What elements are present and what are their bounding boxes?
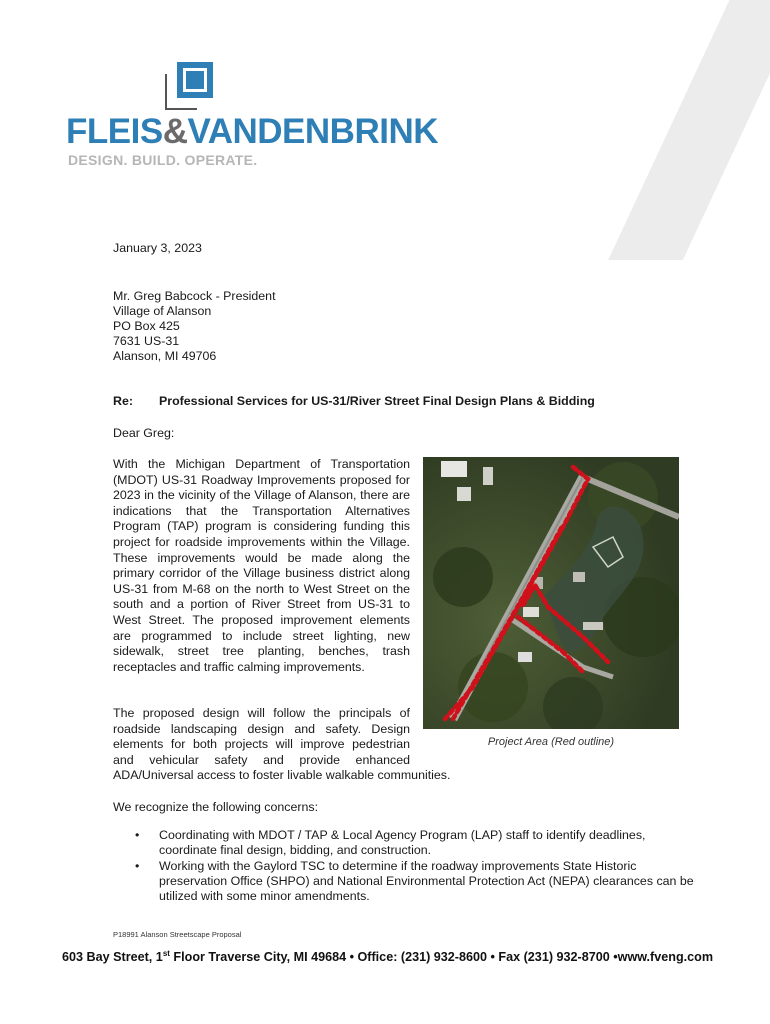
recipient-line: Mr. Greg Babcock - President <box>113 289 276 303</box>
letter-date: January 3, 2023 <box>113 241 202 255</box>
document-reference: P18991 Alanson Streetscape Proposal <box>113 930 242 939</box>
body-paragraph <box>113 706 473 784</box>
paragraph-line: ADA/Universal access to foster livable walkable communities. <box>113 768 451 783</box>
company-logo-icon <box>165 62 215 112</box>
paragraph-line: The proposed design will follow the principals of <box>113 706 410 720</box>
subject-line: Professional Services for US-31/River Street Final Design Plans & Bidding <box>159 394 595 408</box>
bullet-icon: • <box>135 828 140 842</box>
decorative-band <box>580 0 770 260</box>
paragraph-line: and vehicular safety and provide enhanced <box>113 752 410 767</box>
subject-label: Re: <box>113 394 133 408</box>
footer-contact: 603 Bay Street, 1st Floor Traverse City, MI 49684 • Office: (231) 932-8600 • Fax (231) 932-8700 •www.fveng.com <box>62 949 714 965</box>
recipient-line: 7631 US-31 <box>113 334 180 348</box>
greeting: Dear Greg: <box>113 426 175 440</box>
bullet-icon: • <box>135 859 140 873</box>
recipient-line: PO Box 425 <box>113 319 180 333</box>
list-item: • Working with the Gaylord TSC to determine if the roadway improvements State Historic preservation Office (SHPO) and National Environmental Protection Act (NEPA) clearances can be utilized with some minor amendments. <box>135 859 694 903</box>
recipient-line: Village of Alanson <box>113 304 212 318</box>
recipient-line: Alanson, MI 49706 <box>113 349 217 363</box>
map-caption: Project Area (Red outline) <box>487 736 615 748</box>
concerns-list <box>135 828 695 905</box>
body-paragraph: With the Michigan Department of Transportation (MDOT) US-31 Roadway Improvements proposed for 2023 in the vicinity of the Village of Alanson, there are indications that the Transportation Alternatives Program (TAP) program is considering funding this project for roadside improvements within the Village. These improvements would be made along the primary corridor of the Village business district along US-31 from M-68 on the north to West Street on the south and a portion of River Street from US-31 to West Street. The proposed improvement elements are programmed to include street lighting, new sidewalk, street tree planting, benches, trash receptacles and traffic calming improvements. <box>113 457 410 674</box>
company-tagline: DESIGN. BUILD. OPERATE. <box>68 152 258 168</box>
list-item: • Coordinating with MDOT / TAP & Local Agency Program (LAP) staff to identify deadlines, coordinate final design, bidding, and construction. <box>135 828 646 857</box>
recipient-address <box>113 289 276 364</box>
project-area-map <box>423 457 679 729</box>
concerns-intro: We recognize the following concerns: <box>113 800 319 814</box>
company-name: FLEIS&VANDENBRINK <box>66 112 438 151</box>
paragraph-line: roadside landscaping design and safety. Design <box>113 721 410 736</box>
paragraph-line: elements for both projects will improve pedestrian <box>113 737 410 752</box>
